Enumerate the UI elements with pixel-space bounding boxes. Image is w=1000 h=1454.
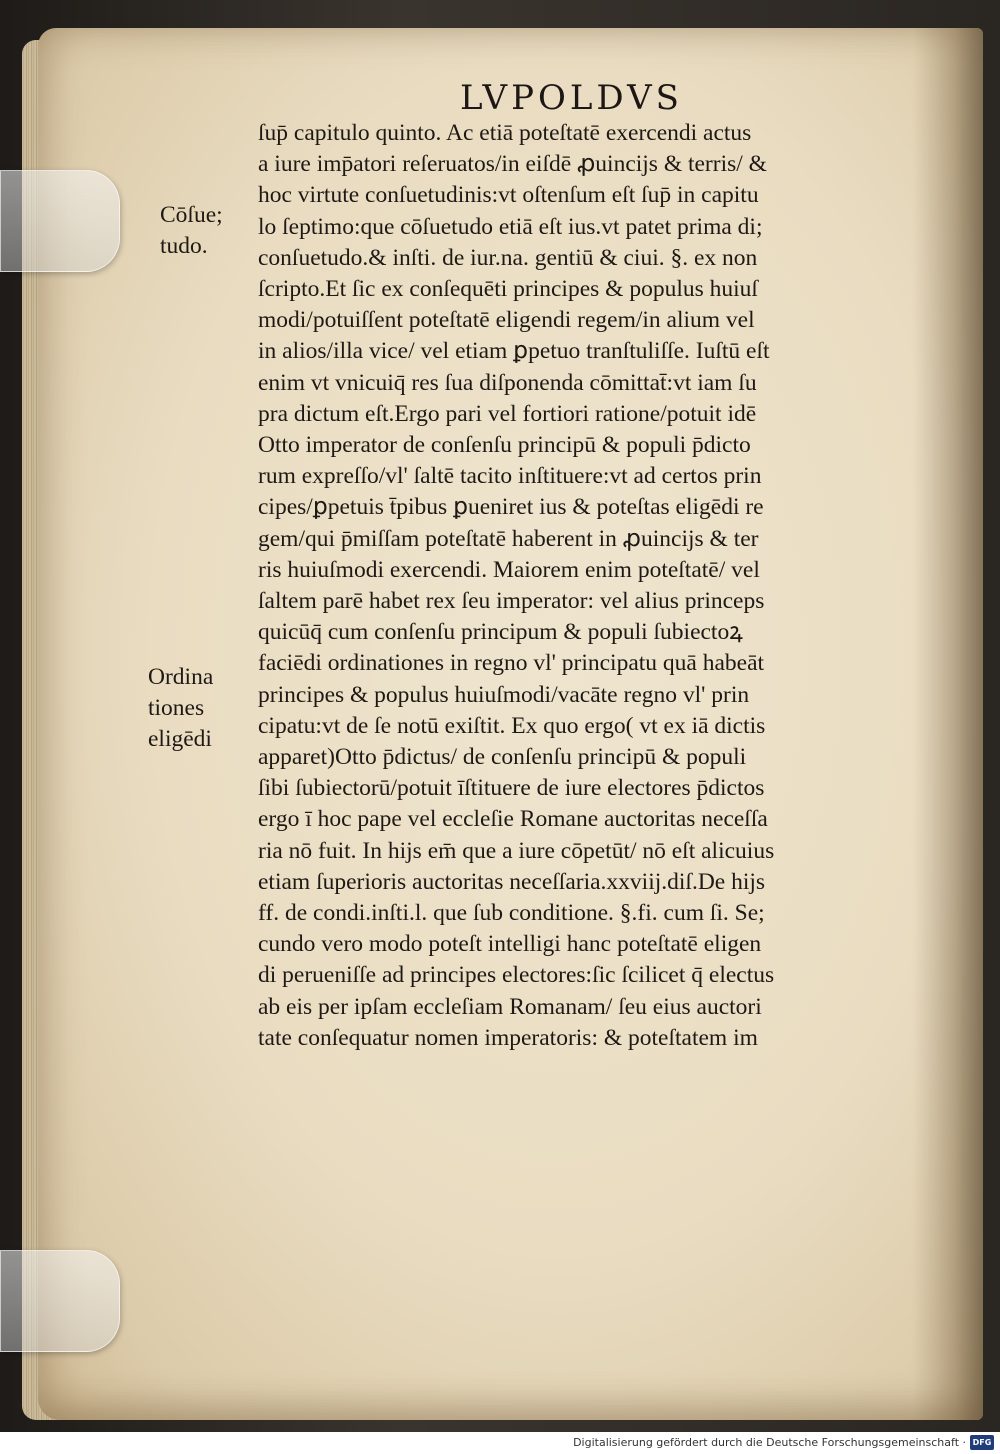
- digitization-footer: [0, 1432, 1000, 1454]
- running-header: LVPOLDVS: [460, 78, 683, 118]
- text-line: conſuetudo.& inſti. de iur.na. gentiū & ciui. §. ex non: [258, 244, 758, 271]
- text-line: ſup̄ capitulo quinto. Ac etiā poteſtatē exercendi actus: [258, 120, 752, 146]
- text-line: ria nō fuit. In hijs em̄ que a iure cōpetūt/ nō eſt alicuius: [258, 837, 775, 864]
- margin-note-line: Ordina: [148, 664, 214, 690]
- text-line: ſaltem parē habet rex ſeu imperator: vel alius princeps: [258, 588, 765, 615]
- text-line: ſibi ſubiectorū/potuit īſtituere de iure electores p̄dictos: [258, 775, 765, 802]
- text-line: rum expreſſo/vl' ſaltē tacito inſtituere:vt ad certos prin: [258, 463, 762, 490]
- margin-note-consuetudo: [160, 200, 264, 262]
- text-line: cundo vero modo poteſt intelligi hanc poteſtatē eligen: [258, 931, 762, 958]
- body-text: [258, 118, 873, 1054]
- page-clip-bottom: [0, 1250, 120, 1352]
- margin-note-line: eligēdi: [148, 726, 212, 753]
- book-gutter: [913, 28, 983, 1420]
- text-line: modi/potuiſſent poteſtatē eligendi regem/in alium vel: [258, 307, 755, 334]
- text-line: hoc virtute conſuetudinis:vt oſtenſum eſt ſup̄ in capitu: [258, 182, 759, 209]
- text-line: cipatu:vt de ſe notū exiſtit. Ex quo ergo( vt ex iā dictis: [258, 712, 766, 739]
- text-line: a iure imp̄atori reſeruatos/in eiſdē ꝓuincijs & terris/ &: [258, 151, 767, 178]
- funding-credit: Digitalisierung gefördert durch die Deutsche Forschungsgemeinschaft ·: [573, 1436, 966, 1449]
- text-line: principes & populus huiuſmodi/vacāte regno vl' prin: [258, 681, 750, 708]
- text-line: enim vt vnicuiq̄ res ſua diſponenda cōmittat̄:vt iam ſu: [258, 369, 757, 396]
- text-line: etiam ſuperioris auctoritas neceſſaria.xxviij.diſ.De hijs: [258, 868, 766, 895]
- text-line: gem/qui p̄miſſam poteſtatē haberent in ꝓuincijs & ter: [258, 525, 759, 552]
- text-line: cipes/ꝑpetuis t̄pibus ꝑueniret ius & poteſtas eligēdi re: [258, 494, 764, 521]
- text-line: pra dictum eſt.Ergo pari vel fortiori ratione/potuit idē: [258, 400, 757, 427]
- text-line: apparet)Otto p̄dictus/ de conſenſu principū & populi: [258, 744, 747, 771]
- text-line: quicūq̄ cum conſenſu principum & populi ſubiectoꝝ: [258, 619, 743, 646]
- dfg-logo: DFG: [970, 1435, 994, 1450]
- margin-note-line: tudo.: [160, 233, 208, 260]
- text-line: ff. de condi.inſti.l. que ſub conditione. §.fi. cum ſi. Se;: [258, 900, 765, 927]
- text-line: ergo ī hoc pape vel eccleſie Romane auctoritas neceſſa: [258, 806, 768, 833]
- text-line: ab eis per ipſam eccleſiam Romanam/ ſeu eius auctori: [258, 993, 762, 1020]
- text-line: ſcripto.Et ſic ex conſequēti principes & populus huiuſ: [258, 276, 758, 303]
- margin-note-line: Cōſue;: [160, 202, 223, 228]
- text-line: tate conſequatur nomen imperatoris: & poteſtatem im: [258, 1024, 758, 1051]
- text-line: faciēdi ordinationes in regno vl' principatu quā habeāt: [258, 650, 765, 677]
- text-line: in alios/illa vice/ vel etiam ꝑpetuo tranſtuliſſe. Iuſtū eſt: [258, 338, 770, 365]
- margin-note-line: tiones: [148, 695, 205, 722]
- text-line: ris huiuſmodi exercendi. Maiorem enim poteſtatē/ vel: [258, 556, 760, 583]
- text-line: Otto imperator de conſenſu principū & populi p̄dicto: [258, 432, 751, 459]
- margin-note-ordinationes: [148, 662, 252, 756]
- page-clip-top: [0, 170, 120, 272]
- text-line: lo ſeptimo:que cōſuetudo etiā eſt ius.vt patet prima di;: [258, 213, 763, 240]
- text-line: di perueniſſe ad principes electores:ſic ſcilicet q̄ electus: [258, 962, 775, 989]
